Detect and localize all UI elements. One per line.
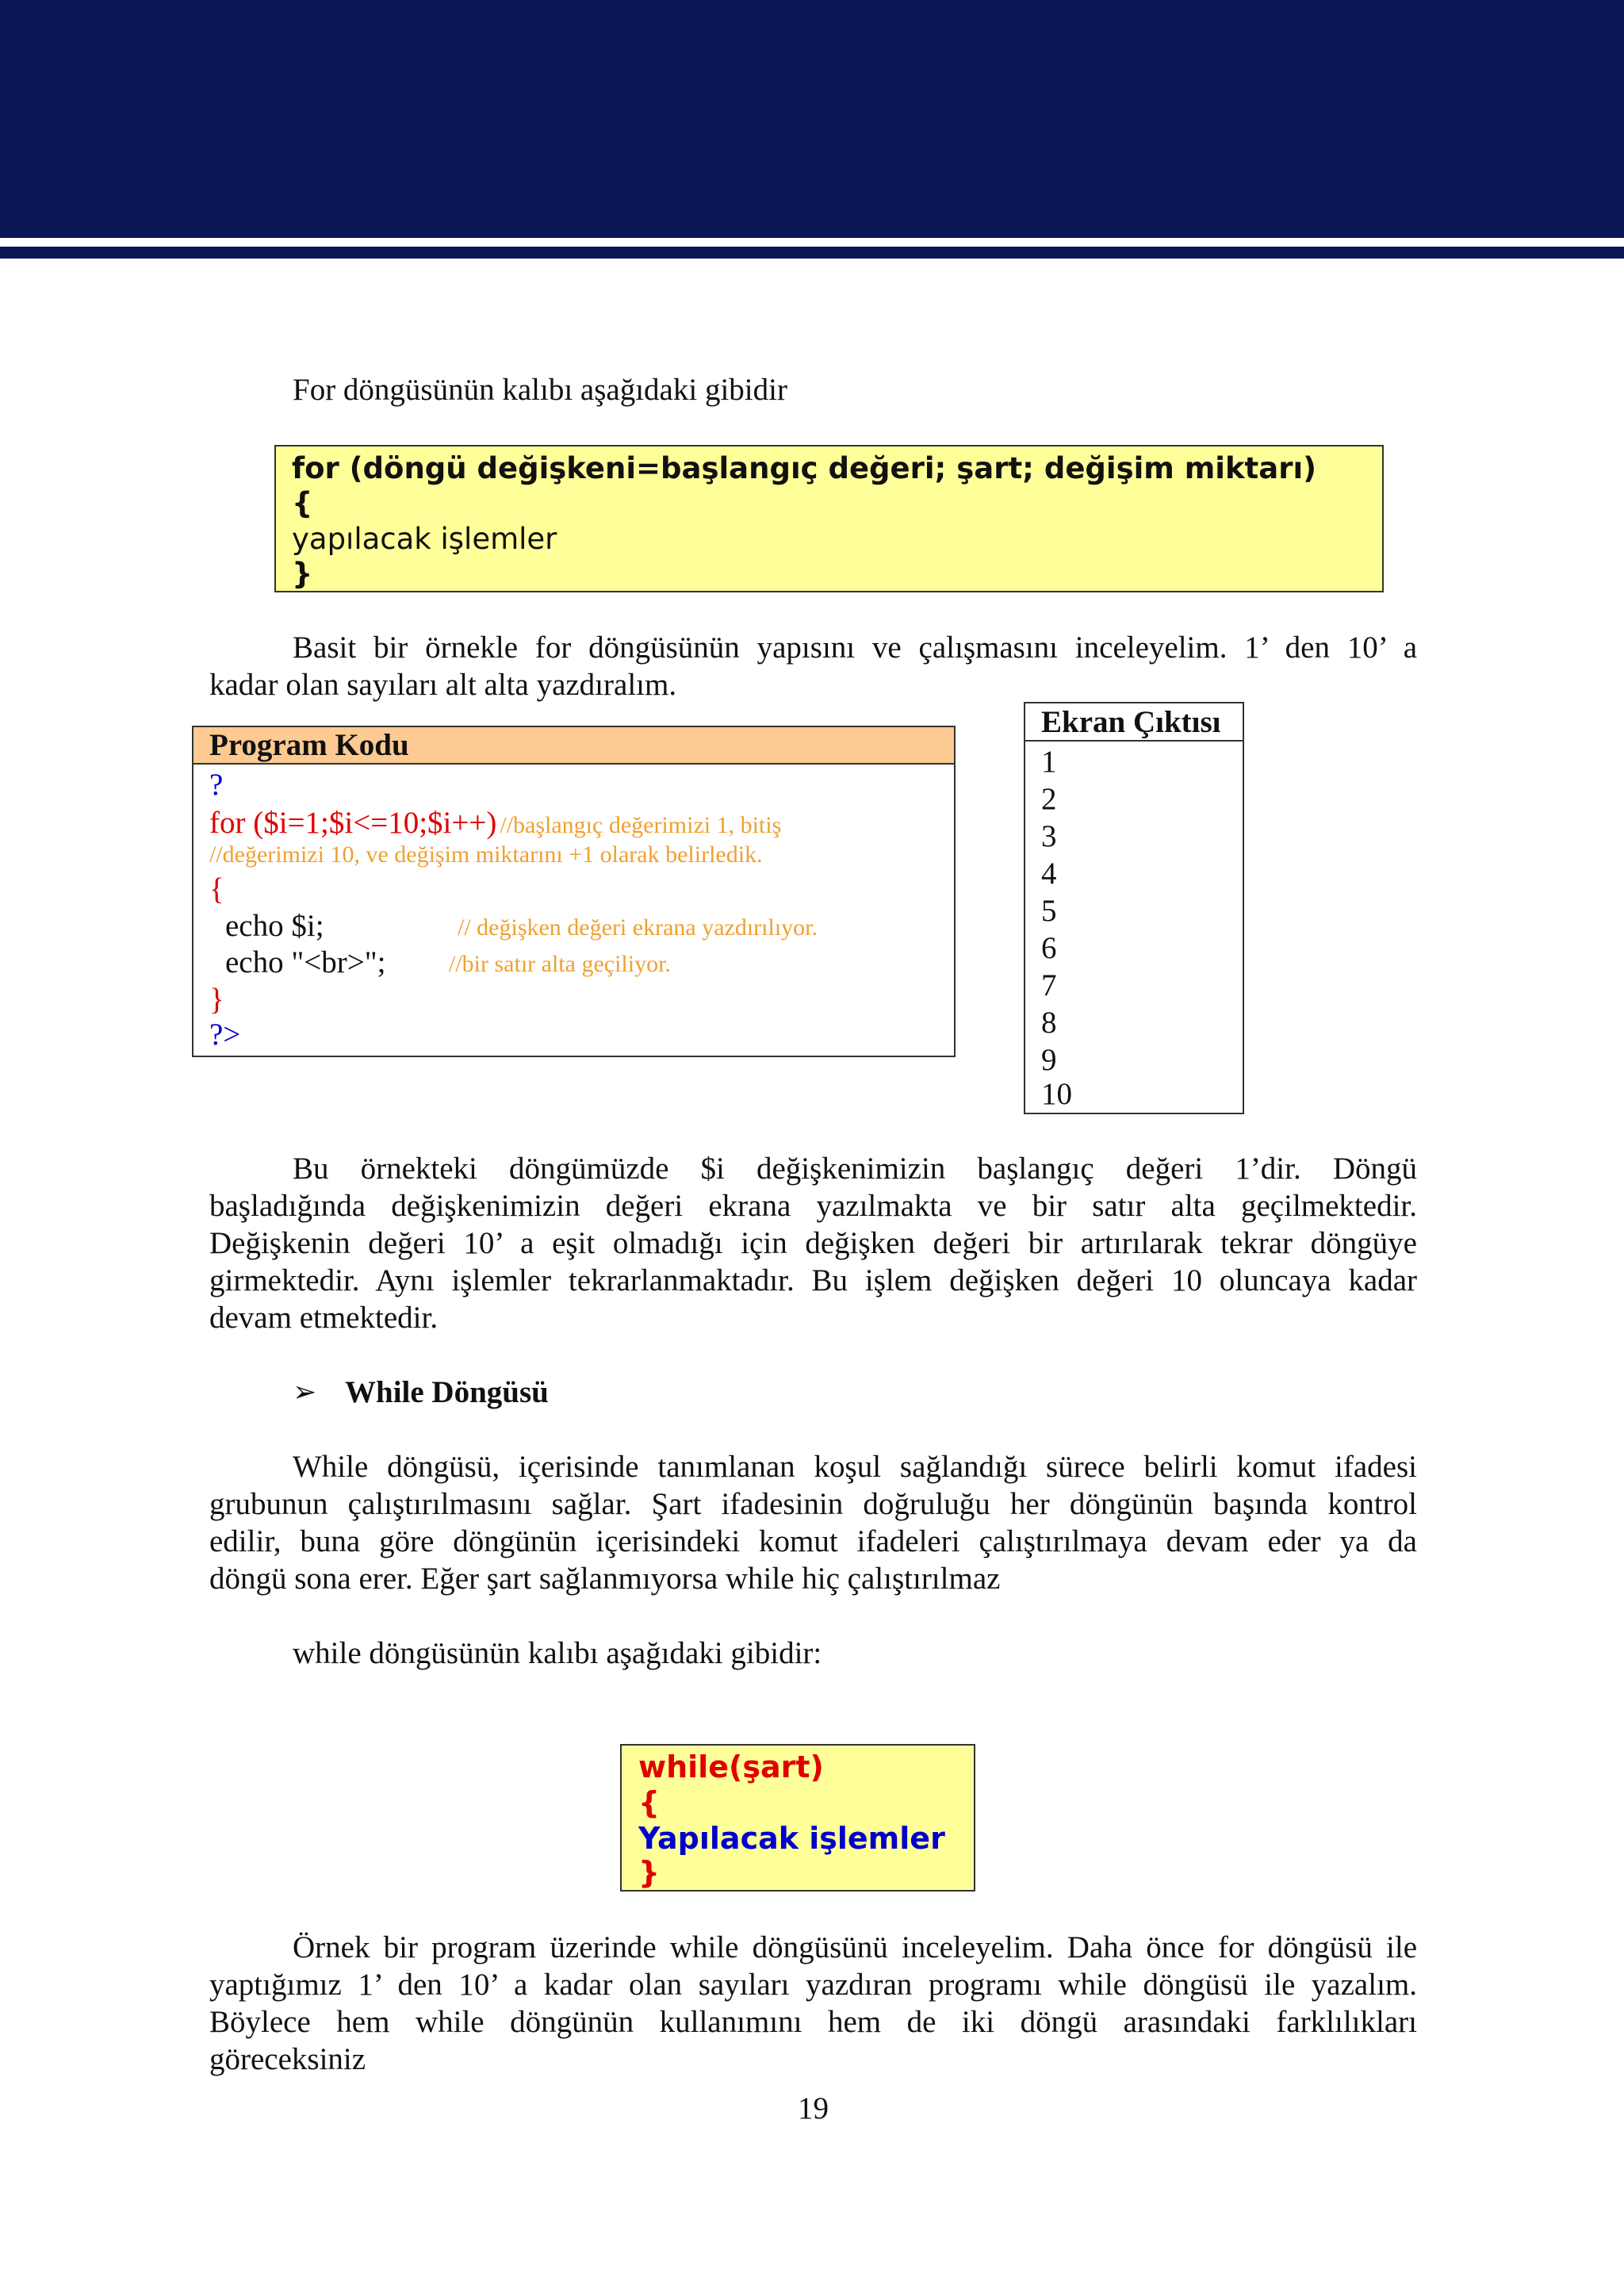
php-open-tag: ? bbox=[209, 768, 224, 802]
paragraph-line: girmektedir. Aynı işlemler tekrarlanmaktadır. Bu işlem değişken değeri 10 oluncaya kadar bbox=[209, 1263, 1417, 1297]
paragraph-line: başladığında değişkenimizin değeri ekrana yazılmakta ve bir satır alta geçilmektedir. bbox=[209, 1189, 1417, 1223]
while-syntax-line: while(şart) bbox=[638, 1750, 824, 1784]
code-brace-open: { bbox=[209, 872, 224, 906]
paragraph-line: devam etmektedir. bbox=[209, 1301, 439, 1335]
code-comment: //bir satır alta geçiliyor. bbox=[449, 951, 671, 977]
paragraph-line: edilir, buna göre döngünün içerisindeki komut ifadeleri çalıştırılmaya devam eder ya da bbox=[209, 1524, 1417, 1558]
paragraph-line: göreceksiniz bbox=[209, 2042, 366, 2076]
paragraph-line: Basit bir örnekle for döngüsünün yapısını ve çalışmasını inceleyelim. 1’ den 10’ a bbox=[293, 630, 1417, 665]
header-rule bbox=[0, 247, 1624, 259]
php-close-tag: ?> bbox=[209, 1018, 241, 1052]
code-comment: // değişken değeri ekrana yazdırılıyor. bbox=[458, 914, 818, 941]
screen-output-header bbox=[1025, 703, 1243, 742]
output-line: 8 bbox=[1041, 1006, 1057, 1040]
for-syntax-box bbox=[274, 445, 1384, 592]
output-line: 2 bbox=[1041, 782, 1057, 816]
arrow-bullet-icon: ➢ bbox=[293, 1376, 317, 1408]
paragraph-line: döngü sona erer. Eğer şart sağlanmıyorsa while hiç çalıştırılmaz bbox=[209, 1562, 1001, 1596]
while-syntax-brace-open: { bbox=[638, 1785, 661, 1820]
while-syntax-body: Yapılacak işlemler bbox=[638, 1821, 945, 1856]
output-line: 4 bbox=[1041, 857, 1057, 891]
for-syntax-brace-open: { bbox=[292, 486, 313, 520]
code-comment: //başlangıç değerimizi 1, bitiş bbox=[500, 812, 782, 838]
for-syntax-brace-close: } bbox=[292, 557, 313, 591]
program-code-header bbox=[193, 727, 954, 765]
output-line: 5 bbox=[1041, 894, 1057, 928]
paragraph-line: kadar olan sayıları alt alta yazdıralım. bbox=[209, 668, 677, 702]
paragraph-line: Örnek bir program üzerinde while döngüsünü inceleyelim. Daha önce for döngüsü ile bbox=[293, 1930, 1417, 1964]
code-echo-br: echo "<br>"; bbox=[225, 945, 386, 979]
code-comment: //değerimizi 10, ve değişim miktarını +1 olarak belirledik. bbox=[209, 841, 763, 868]
paragraph-line: yaptığımız 1’ den 10’ a kadar olan sayıları yazdıran programı while döngüsü ile yazalım. bbox=[209, 1968, 1417, 2002]
screen-output-title: Ekran Çıktısı bbox=[1041, 705, 1221, 739]
while-syntax-brace-close: } bbox=[638, 1855, 661, 1890]
header-band bbox=[0, 0, 1624, 238]
code-brace-close: } bbox=[209, 983, 224, 1017]
while-intro: while döngüsünün kalıbı aşağıdaki gibidir: bbox=[293, 1636, 822, 1670]
paragraph-line: grubunun çalıştırılmasını sağlar. Şart ifadesinin doğruluğu her döngünün başında kontrol bbox=[209, 1487, 1417, 1521]
code-echo-i: echo $i; bbox=[225, 909, 324, 943]
program-code-box bbox=[192, 726, 956, 1057]
output-line: 7 bbox=[1041, 968, 1057, 1002]
paragraph-line: Değişkenin değeri 10’ a eşit olmadığı için değişken değeri bir artırılarak tekrar döngüye bbox=[209, 1226, 1417, 1260]
paragraph-line: Bu örnekteki döngümüzde $i değişkenimizin başlangıç değeri 1’dir. Döngü bbox=[293, 1152, 1417, 1186]
paragraph-line: Böylece hem while döngünün kullanımını hem de iki döngü arasındaki farklılıkları bbox=[209, 2005, 1417, 2039]
output-line: 10 bbox=[1041, 1077, 1072, 1111]
output-line: 6 bbox=[1041, 931, 1057, 965]
screen-output-box bbox=[1024, 702, 1244, 1114]
for-statement: for ($i=1;$i<=10;$i++) bbox=[209, 806, 497, 840]
for-syntax-line: for (döngü değişkeni=başlangıç değeri; şart; değişim miktarı) bbox=[292, 451, 1317, 485]
page-number: 19 bbox=[798, 2091, 829, 2125]
paragraph-line: While döngüsü, içerisinde tanımlanan koşul sağlandığı sürece belirli komut ifadesi bbox=[293, 1450, 1417, 1484]
for-intro: For döngüsünün kalıbı aşağıdaki gibidir bbox=[293, 373, 787, 407]
output-line: 1 bbox=[1041, 745, 1057, 779]
output-line: 9 bbox=[1041, 1043, 1057, 1077]
while-heading: While Döngüsü bbox=[345, 1375, 549, 1409]
for-syntax-body: yapılacak işlemler bbox=[292, 522, 557, 556]
program-code-title: Program Kodu bbox=[209, 728, 409, 762]
while-syntax-box bbox=[620, 1744, 975, 1891]
output-line: 3 bbox=[1041, 819, 1057, 853]
